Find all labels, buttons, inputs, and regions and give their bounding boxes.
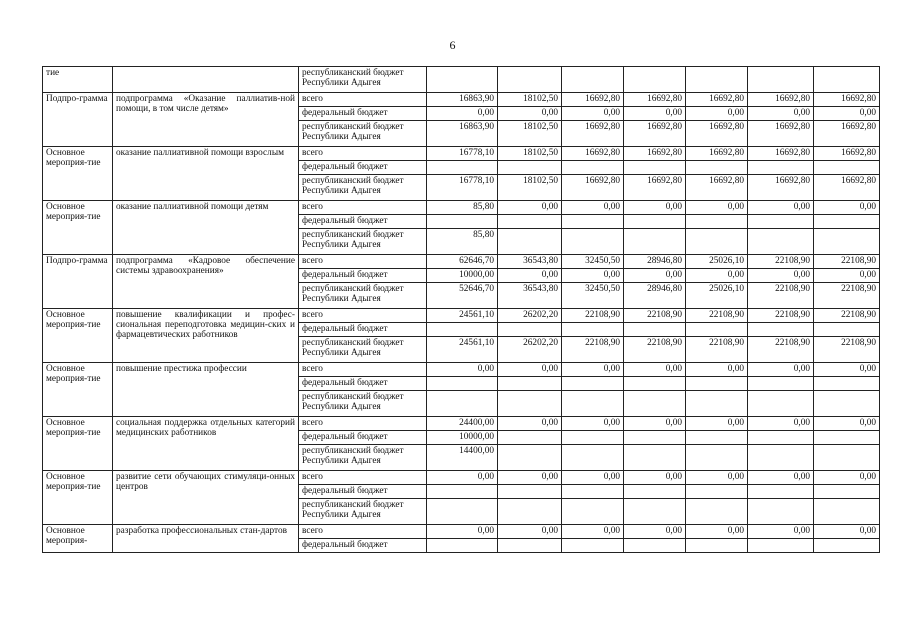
amount-cell: 22108,90 xyxy=(748,309,814,323)
amount-cell xyxy=(748,215,814,229)
amount-cell: 16692,80 xyxy=(814,147,880,161)
amount-cell: 0,00 xyxy=(562,471,624,485)
funding-source-cell: всего xyxy=(299,525,427,539)
item-name-cell: социальная поддержка отдельных категорий медицинских работников xyxy=(113,417,299,471)
amount-cell xyxy=(498,539,562,553)
amount-cell xyxy=(814,485,880,499)
amount-cell: 16692,80 xyxy=(562,175,624,201)
funding-source-cell: всего xyxy=(299,417,427,431)
amount-cell: 0,00 xyxy=(498,107,562,121)
amount-cell: 0,00 xyxy=(624,201,686,215)
amount-cell: 16692,80 xyxy=(624,175,686,201)
amount-cell: 0,00 xyxy=(748,417,814,431)
amount-cell: 22108,90 xyxy=(686,309,748,323)
amount-cell xyxy=(498,485,562,499)
amount-cell: 0,00 xyxy=(748,363,814,377)
funding-source-cell: всего xyxy=(299,363,427,377)
amount-cell: 0,00 xyxy=(624,471,686,485)
amount-cell: 16692,80 xyxy=(748,121,814,147)
item-type-cell: Основное мероприя-тие xyxy=(43,147,113,201)
table-row xyxy=(43,525,880,539)
amount-cell xyxy=(686,539,748,553)
amount-cell: 0,00 xyxy=(814,525,880,539)
amount-cell xyxy=(624,391,686,417)
table-row xyxy=(43,417,880,431)
amount-cell: 0,00 xyxy=(498,471,562,485)
item-type-cell: Основное мероприя-тие xyxy=(43,363,113,417)
amount-cell: 14400,00 xyxy=(427,445,498,471)
amount-cell xyxy=(686,323,748,337)
amount-cell: 16692,80 xyxy=(562,121,624,147)
amount-cell: 0,00 xyxy=(427,471,498,485)
amount-cell xyxy=(498,445,562,471)
amount-cell: 16778,10 xyxy=(427,175,498,201)
amount-cell xyxy=(748,161,814,175)
amount-cell xyxy=(748,229,814,255)
budget-table-body xyxy=(43,67,880,553)
funding-source-cell: федеральный бюджет xyxy=(299,215,427,229)
amount-cell xyxy=(748,431,814,445)
amount-cell xyxy=(562,67,624,93)
amount-cell: 0,00 xyxy=(624,269,686,283)
funding-source-cell: республиканский бюджет Республики Адыгея xyxy=(299,67,427,93)
amount-cell xyxy=(814,499,880,525)
amount-cell xyxy=(686,485,748,499)
amount-cell xyxy=(748,323,814,337)
funding-source-cell: республиканский бюджет Республики Адыгея xyxy=(299,121,427,147)
amount-cell xyxy=(748,377,814,391)
amount-cell: 0,00 xyxy=(498,363,562,377)
table-row xyxy=(43,363,880,377)
item-type-cell: тие xyxy=(43,67,113,93)
amount-cell: 25026,10 xyxy=(686,255,748,269)
item-type-cell: Основное мероприя-тие xyxy=(43,417,113,471)
amount-cell xyxy=(814,67,880,93)
amount-cell: 52646,70 xyxy=(427,283,498,309)
table-row xyxy=(43,93,880,107)
amount-cell: 0,00 xyxy=(562,107,624,121)
amount-cell xyxy=(498,431,562,445)
amount-cell xyxy=(562,161,624,175)
amount-cell: 0,00 xyxy=(624,417,686,431)
amount-cell: 26202,20 xyxy=(498,337,562,363)
amount-cell xyxy=(498,67,562,93)
item-name-cell: подпрограмма «Кадровое обеспечение системы здравоохранения» xyxy=(113,255,299,309)
amount-cell xyxy=(427,377,498,391)
amount-cell: 85,80 xyxy=(427,229,498,255)
amount-cell: 0,00 xyxy=(748,471,814,485)
amount-cell: 22108,90 xyxy=(686,337,748,363)
amount-cell: 0,00 xyxy=(624,363,686,377)
amount-cell xyxy=(624,499,686,525)
amount-cell xyxy=(624,229,686,255)
amount-cell: 0,00 xyxy=(686,107,748,121)
amount-cell: 18102,50 xyxy=(498,147,562,161)
amount-cell xyxy=(498,323,562,337)
amount-cell: 0,00 xyxy=(562,417,624,431)
amount-cell xyxy=(498,161,562,175)
amount-cell: 25026,10 xyxy=(686,283,748,309)
amount-cell: 22108,90 xyxy=(814,283,880,309)
amount-cell: 0,00 xyxy=(814,363,880,377)
amount-cell xyxy=(427,391,498,417)
item-name-cell: развитие сети обучающих стимуляци-онных центров xyxy=(113,471,299,525)
amount-cell: 16692,80 xyxy=(748,93,814,107)
amount-cell xyxy=(624,67,686,93)
amount-cell xyxy=(814,391,880,417)
amount-cell xyxy=(686,215,748,229)
amount-cell xyxy=(624,323,686,337)
amount-cell xyxy=(427,485,498,499)
amount-cell: 62646,70 xyxy=(427,255,498,269)
amount-cell: 0,00 xyxy=(748,269,814,283)
amount-cell: 16692,80 xyxy=(562,93,624,107)
amount-cell: 0,00 xyxy=(624,525,686,539)
funding-source-cell: федеральный бюджет xyxy=(299,485,427,499)
table-row xyxy=(43,201,880,215)
amount-cell xyxy=(427,323,498,337)
amount-cell: 22108,90 xyxy=(562,309,624,323)
amount-cell xyxy=(686,161,748,175)
amount-cell: 0,00 xyxy=(562,525,624,539)
amount-cell xyxy=(427,499,498,525)
amount-cell: 0,00 xyxy=(686,471,748,485)
funding-source-cell: всего xyxy=(299,471,427,485)
funding-source-cell: федеральный бюджет xyxy=(299,539,427,553)
amount-cell xyxy=(562,215,624,229)
amount-cell xyxy=(814,215,880,229)
page-number: 6 xyxy=(449,38,456,52)
amount-cell: 0,00 xyxy=(624,107,686,121)
amount-cell xyxy=(686,445,748,471)
funding-source-cell: всего xyxy=(299,147,427,161)
amount-cell: 0,00 xyxy=(498,201,562,215)
amount-cell xyxy=(498,499,562,525)
amount-cell xyxy=(562,377,624,391)
amount-cell: 0,00 xyxy=(686,525,748,539)
amount-cell: 16692,80 xyxy=(686,93,748,107)
amount-cell: 24561,10 xyxy=(427,309,498,323)
amount-cell xyxy=(686,67,748,93)
amount-cell: 16692,80 xyxy=(748,147,814,161)
amount-cell: 16692,80 xyxy=(814,121,880,147)
amount-cell: 26202,20 xyxy=(498,309,562,323)
amount-cell xyxy=(498,377,562,391)
amount-cell xyxy=(748,485,814,499)
amount-cell: 85,80 xyxy=(427,201,498,215)
amount-cell: 0,00 xyxy=(686,363,748,377)
amount-cell: 0,00 xyxy=(748,107,814,121)
amount-cell: 0,00 xyxy=(748,525,814,539)
amount-cell: 16692,80 xyxy=(624,93,686,107)
amount-cell xyxy=(814,229,880,255)
item-name-cell: разработка профессиональных стан-дартов xyxy=(113,525,299,553)
amount-cell xyxy=(748,67,814,93)
amount-cell: 0,00 xyxy=(498,417,562,431)
amount-cell: 28946,80 xyxy=(624,255,686,269)
amount-cell xyxy=(427,161,498,175)
amount-cell xyxy=(624,485,686,499)
funding-source-cell: федеральный бюджет xyxy=(299,161,427,175)
funding-source-cell: всего xyxy=(299,255,427,269)
amount-cell xyxy=(427,539,498,553)
amount-cell xyxy=(624,377,686,391)
amount-cell: 16692,80 xyxy=(686,121,748,147)
table-row xyxy=(43,67,880,93)
funding-source-cell: федеральный бюджет xyxy=(299,323,427,337)
amount-cell: 0,00 xyxy=(427,363,498,377)
amount-cell xyxy=(562,431,624,445)
amount-cell xyxy=(562,391,624,417)
amount-cell xyxy=(686,391,748,417)
amount-cell xyxy=(624,539,686,553)
amount-cell: 18102,50 xyxy=(498,93,562,107)
item-type-cell: Основное мероприя-тие xyxy=(43,309,113,363)
amount-cell xyxy=(686,499,748,525)
amount-cell: 16692,80 xyxy=(814,175,880,201)
amount-cell xyxy=(562,323,624,337)
amount-cell: 22108,90 xyxy=(624,337,686,363)
table-row xyxy=(43,309,880,323)
amount-cell: 22108,90 xyxy=(814,337,880,363)
funding-source-cell: федеральный бюджет xyxy=(299,431,427,445)
amount-cell xyxy=(624,215,686,229)
funding-source-cell: всего xyxy=(299,93,427,107)
funding-source-cell: республиканский бюджет Республики Адыгея xyxy=(299,499,427,525)
amount-cell xyxy=(814,445,880,471)
amount-cell: 18102,50 xyxy=(498,175,562,201)
item-name-cell: повышение престижа профессии xyxy=(113,363,299,417)
funding-source-cell: федеральный бюджет xyxy=(299,269,427,283)
funding-source-cell: республиканский бюджет Республики Адыгея xyxy=(299,391,427,417)
amount-cell: 0,00 xyxy=(814,417,880,431)
amount-cell xyxy=(624,431,686,445)
amount-cell: 22108,90 xyxy=(624,309,686,323)
amount-cell xyxy=(686,229,748,255)
amount-cell: 0,00 xyxy=(686,417,748,431)
item-type-cell: Подпро-грамма xyxy=(43,93,113,147)
item-name-cell: подпрограмма «Оказание паллиатив-ной помощи, в том числе детям» xyxy=(113,93,299,147)
amount-cell xyxy=(748,445,814,471)
amount-cell: 0,00 xyxy=(686,269,748,283)
amount-cell: 0,00 xyxy=(427,107,498,121)
amount-cell: 0,00 xyxy=(814,269,880,283)
amount-cell: 28946,80 xyxy=(624,283,686,309)
item-type-cell: Подпро-грамма xyxy=(43,255,113,309)
amount-cell xyxy=(562,445,624,471)
amount-cell xyxy=(686,377,748,391)
funding-source-cell: всего xyxy=(299,201,427,215)
amount-cell: 16778,10 xyxy=(427,147,498,161)
amount-cell: 24561,10 xyxy=(427,337,498,363)
amount-cell: 0,00 xyxy=(562,269,624,283)
table-row xyxy=(43,255,880,269)
amount-cell: 0,00 xyxy=(498,269,562,283)
funding-source-cell: федеральный бюджет xyxy=(299,377,427,391)
item-type-cell: Основное мероприя-тие xyxy=(43,471,113,525)
item-name-cell: оказание паллиативной помощи взрослым xyxy=(113,147,299,201)
amount-cell xyxy=(427,67,498,93)
funding-source-cell: всего xyxy=(299,309,427,323)
amount-cell xyxy=(748,539,814,553)
amount-cell: 18102,50 xyxy=(498,121,562,147)
amount-cell: 36543,80 xyxy=(498,283,562,309)
amount-cell: 22108,90 xyxy=(814,309,880,323)
amount-cell: 16692,80 xyxy=(748,175,814,201)
amount-cell: 0,00 xyxy=(814,201,880,215)
item-type-cell: Основное мероприя- xyxy=(43,525,113,553)
funding-source-cell: федеральный бюджет xyxy=(299,107,427,121)
amount-cell: 22108,90 xyxy=(562,337,624,363)
amount-cell xyxy=(562,539,624,553)
amount-cell xyxy=(748,499,814,525)
amount-cell xyxy=(427,215,498,229)
funding-source-cell: республиканский бюджет Республики Адыгея xyxy=(299,229,427,255)
amount-cell xyxy=(814,539,880,553)
budget-table xyxy=(42,66,880,553)
amount-cell: 22108,90 xyxy=(748,255,814,269)
item-name-cell xyxy=(113,67,299,93)
amount-cell: 36543,80 xyxy=(498,255,562,269)
amount-cell xyxy=(814,161,880,175)
amount-cell: 32450,50 xyxy=(562,283,624,309)
table-row xyxy=(43,471,880,485)
amount-cell: 0,00 xyxy=(686,201,748,215)
amount-cell: 32450,50 xyxy=(562,255,624,269)
amount-cell xyxy=(498,215,562,229)
amount-cell xyxy=(814,323,880,337)
amount-cell: 16863,90 xyxy=(427,121,498,147)
amount-cell: 22108,90 xyxy=(814,255,880,269)
amount-cell xyxy=(624,445,686,471)
item-type-cell: Основное мероприя-тие xyxy=(43,201,113,255)
amount-cell xyxy=(686,431,748,445)
amount-cell: 0,00 xyxy=(814,471,880,485)
amount-cell: 10000,00 xyxy=(427,269,498,283)
table-row xyxy=(43,147,880,161)
amount-cell: 16692,80 xyxy=(624,121,686,147)
amount-cell: 0,00 xyxy=(562,363,624,377)
amount-cell: 0,00 xyxy=(814,107,880,121)
amount-cell: 0,00 xyxy=(498,525,562,539)
amount-cell: 16692,80 xyxy=(814,93,880,107)
amount-cell: 16692,80 xyxy=(562,147,624,161)
amount-cell xyxy=(562,229,624,255)
amount-cell: 24400,00 xyxy=(427,417,498,431)
funding-source-cell: республиканский бюджет Республики Адыгея xyxy=(299,283,427,309)
amount-cell xyxy=(748,391,814,417)
funding-source-cell: республиканский бюджет Республики Адыгея xyxy=(299,337,427,363)
item-name-cell: повышение квалификации и профес-сиональная переподготовка медицин-ских и фармацевтических работников xyxy=(113,309,299,363)
amount-cell xyxy=(498,391,562,417)
item-name-cell: оказание паллиативной помощи детям xyxy=(113,201,299,255)
funding-source-cell: республиканский бюджет Республики Адыгея xyxy=(299,445,427,471)
funding-source-cell: республиканский бюджет Республики Адыгея xyxy=(299,175,427,201)
amount-cell: 0,00 xyxy=(562,201,624,215)
amount-cell: 10000,00 xyxy=(427,431,498,445)
amount-cell: 16692,80 xyxy=(624,147,686,161)
amount-cell: 16692,80 xyxy=(686,175,748,201)
amount-cell xyxy=(814,377,880,391)
amount-cell: 22108,90 xyxy=(748,337,814,363)
amount-cell xyxy=(814,431,880,445)
amount-cell xyxy=(562,499,624,525)
amount-cell xyxy=(498,229,562,255)
amount-cell xyxy=(562,485,624,499)
amount-cell: 0,00 xyxy=(748,201,814,215)
amount-cell: 16692,80 xyxy=(686,147,748,161)
amount-cell xyxy=(624,161,686,175)
amount-cell: 0,00 xyxy=(427,525,498,539)
amount-cell: 22108,90 xyxy=(748,283,814,309)
amount-cell: 16863,90 xyxy=(427,93,498,107)
